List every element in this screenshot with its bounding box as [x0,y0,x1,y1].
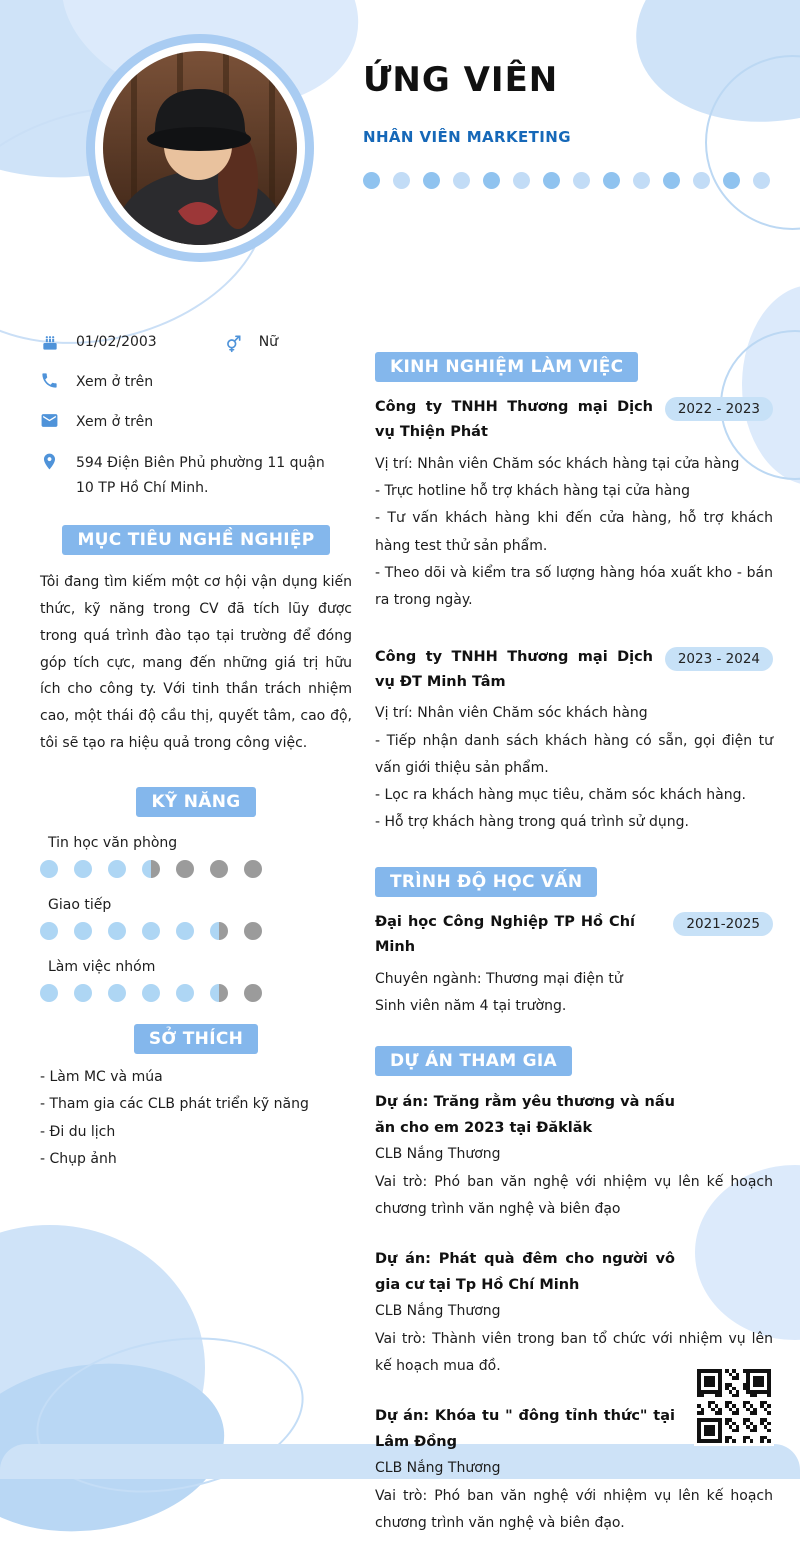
skill-dot [244,860,262,878]
contact-row-dob-gender [40,330,352,355]
project-entry [375,1246,773,1380]
projects-section-header [375,1046,773,1076]
candidate-job-title: NHÂN VIÊN MARKETING [363,128,571,146]
job-detail-line: - Theo dõi và kiểm tra số lượng hàng hóa xuất kho - bán ra trong ngày. [375,564,773,609]
job-detail-line: - Tiếp nhận danh sách khách hàng có sẵn, gọi điện tư vấn giới thiệu sản phẩm. [375,732,773,776]
hobbies-list [40,1064,352,1173]
skills-heading: KỸ NĂNG [136,787,255,817]
decor-dot [633,172,650,189]
decor-dot [483,172,500,189]
education-period: 2021-2025 [673,912,773,936]
contact-row-address [40,451,352,501]
job-period: 2022 - 2023 [665,397,773,421]
hobby-item: - Đi du lịch [40,1123,116,1140]
skill-dot [244,984,262,1002]
job-entry [375,645,773,837]
mail-icon [40,411,60,431]
profile-photo [86,34,314,262]
left-column [40,330,352,1173]
skill-dot [108,922,126,940]
projects-list [375,1089,773,1537]
email-value: Xem ở trên [76,414,154,431]
skill-label: Giao tiếp [48,897,112,914]
decor-dots-row [363,172,763,189]
hobby-item: - Chụp ảnh [40,1150,117,1167]
decor-dot [663,172,680,189]
birthday-icon [40,333,60,353]
decor-dot [423,172,440,189]
job-entry [375,395,773,615]
decor-dot [453,172,470,189]
skill-dots [40,984,352,1002]
objective-text: Tôi đang tìm kiếm một cơ hội vận dụng kiến thức, kỹ năng trong CV đã tích lũy được trong quá trình đào tạo tại trường để đóng góp tích cực, mang đến những giá trị hữu ích cho công ty. Với tinh thần trách nhiệm cao, một thái độ cầu thị, quyết tâm, cao độ, tôi sẽ tạo ra hiệu quả trong công việc. [40,573,352,752]
gender-icon [223,333,243,353]
candidate-name: ỨNG VIÊN [363,60,559,100]
skill-dot [40,984,58,1002]
decor-dot [513,172,530,189]
skills-section-header [40,787,352,817]
skill-dot [74,984,92,1002]
projects-heading: DỰ ÁN THAM GIA [375,1046,572,1076]
skill-dot [74,922,92,940]
education-entry [375,910,773,1020]
skill-item [40,897,352,940]
job-detail-line: - Hỗ trợ khách hàng trong quá trình sử dụng. [375,814,689,831]
job-detail-line: - Tư vấn khách hàng khi đến cửa hàng, hỗ trợ khách hàng test thử sản phẩm. [375,510,773,554]
contact-row-phone [40,370,352,395]
objective-heading: MỤC TIÊU NGHỀ NGHIỆP [62,525,329,555]
dob-value: 01/02/2003 [76,334,157,350]
decor-dot [393,172,410,189]
job-detail-line: - Trực hotline hỗ trợ khách hàng tại cửa hàng [375,483,691,500]
project-role: Vai trò: Phó ban văn nghệ với nhiệm vụ lên kế hoạch chương trình văn nghệ và biên đạo. [375,1487,773,1532]
project-org: CLB Nắng Thương [375,1460,501,1477]
skill-dot [108,984,126,1002]
phone-value: Xem ở trên [76,374,154,391]
decor-dot [603,172,620,189]
project-title: Dự án: Trăng rằm yêu thương và nấu ăn cho em 2023 tại Đăklăk [375,1094,675,1137]
project-role: Vai trò: Phó ban văn nghệ với nhiệm vụ lên kế hoạch chương trình văn nghệ và biên đạo [375,1173,773,1217]
skills-list [40,835,352,1002]
project-title: Dự án: Phát quà đêm cho người vô gia cư tại Tp Hồ Chí Minh [375,1251,675,1294]
profile-photo-image [103,51,297,245]
skill-dot [74,860,92,878]
skill-dot [176,860,194,878]
skill-dot [176,984,194,1002]
education-line: Sinh viên năm 4 tại trường. [375,997,567,1014]
phone-icon [40,371,60,391]
skill-label: Tin học văn phòng [48,835,178,852]
job-detail-line: Vị trí: Nhân viên Chăm sóc khách hàng tại cửa hàng [375,455,740,472]
project-org: CLB Nắng Thương [375,1146,501,1163]
project-entry [375,1089,773,1223]
skill-dots [40,860,352,878]
skill-dot [210,984,228,1002]
qr-code [694,1366,774,1446]
company-name: Công ty TNHH Thương mại Dịch vụ ĐT Minh Tâm [375,648,653,690]
decor-dot [363,172,380,189]
skill-item [40,835,352,878]
address-value: 594 Điện Biên Phủ phường 11 quận 10 TP Hồ Chí Minh. [76,454,325,496]
skill-dots [40,922,352,940]
decor-dot [543,172,560,189]
skill-dot [210,922,228,940]
experience-heading: KINH NGHIỆM LÀM VIỆC [375,352,638,382]
job-detail-line: Vị trí: Nhân viên Chăm sóc khách hàng [375,705,648,722]
decor-dot [573,172,590,189]
skill-label: Làm việc nhóm [48,959,156,976]
hobby-item: - Tham gia các CLB phát triển kỹ năng [40,1096,309,1113]
skill-dot [40,922,58,940]
skill-item [40,959,352,1002]
skill-dot [210,860,228,878]
hobbies-heading: SỞ THÍCH [134,1024,258,1054]
job-detail-line: - Lọc ra khách hàng mục tiêu, chăm sóc khách hàng. [375,787,746,804]
decor-dot [753,172,770,189]
skill-dot [40,860,58,878]
education-section-header [375,867,773,897]
skill-dot [142,984,160,1002]
school-name: Đại học Công Nghiệp TP Hồ Chí Minh [375,913,635,956]
header [363,60,763,189]
company-name: Công ty TNHH Thương mại Dịch vụ Thiện Phát [375,399,653,441]
project-role: Vai trò: Thành viên trong ban tổ chức với nhiệm vụ lên kế hoạch mua đồ. [375,1330,773,1374]
education-line: Chuyên ngành: Thương mại điện tử [375,970,623,987]
project-title: Dự án: Khóa tu " đông tỉnh thức" tại Lâm Đồng [375,1408,675,1451]
job-header [375,395,773,446]
contact-row-email [40,410,352,435]
profile-photo-ring [95,43,305,253]
skill-dot [142,922,160,940]
gender-value: Nữ [258,334,279,350]
education-heading: TRÌNH ĐỘ HỌC VẤN [375,867,597,897]
objective-section-header [40,525,352,555]
decor-dot [693,172,710,189]
hobby-item: - Làm MC và múa [40,1069,163,1086]
skill-dot [176,922,194,940]
job-period: 2023 - 2024 [665,647,773,671]
decor-dot [723,172,740,189]
experience-section-header [375,352,773,382]
job-header [375,645,773,696]
skill-dot [244,922,262,940]
skill-dot [142,860,160,878]
skill-dot [108,860,126,878]
location-icon [40,452,60,472]
jobs-list [375,395,773,837]
hobbies-section-header [40,1024,352,1054]
project-org: CLB Nắng Thương [375,1303,501,1320]
